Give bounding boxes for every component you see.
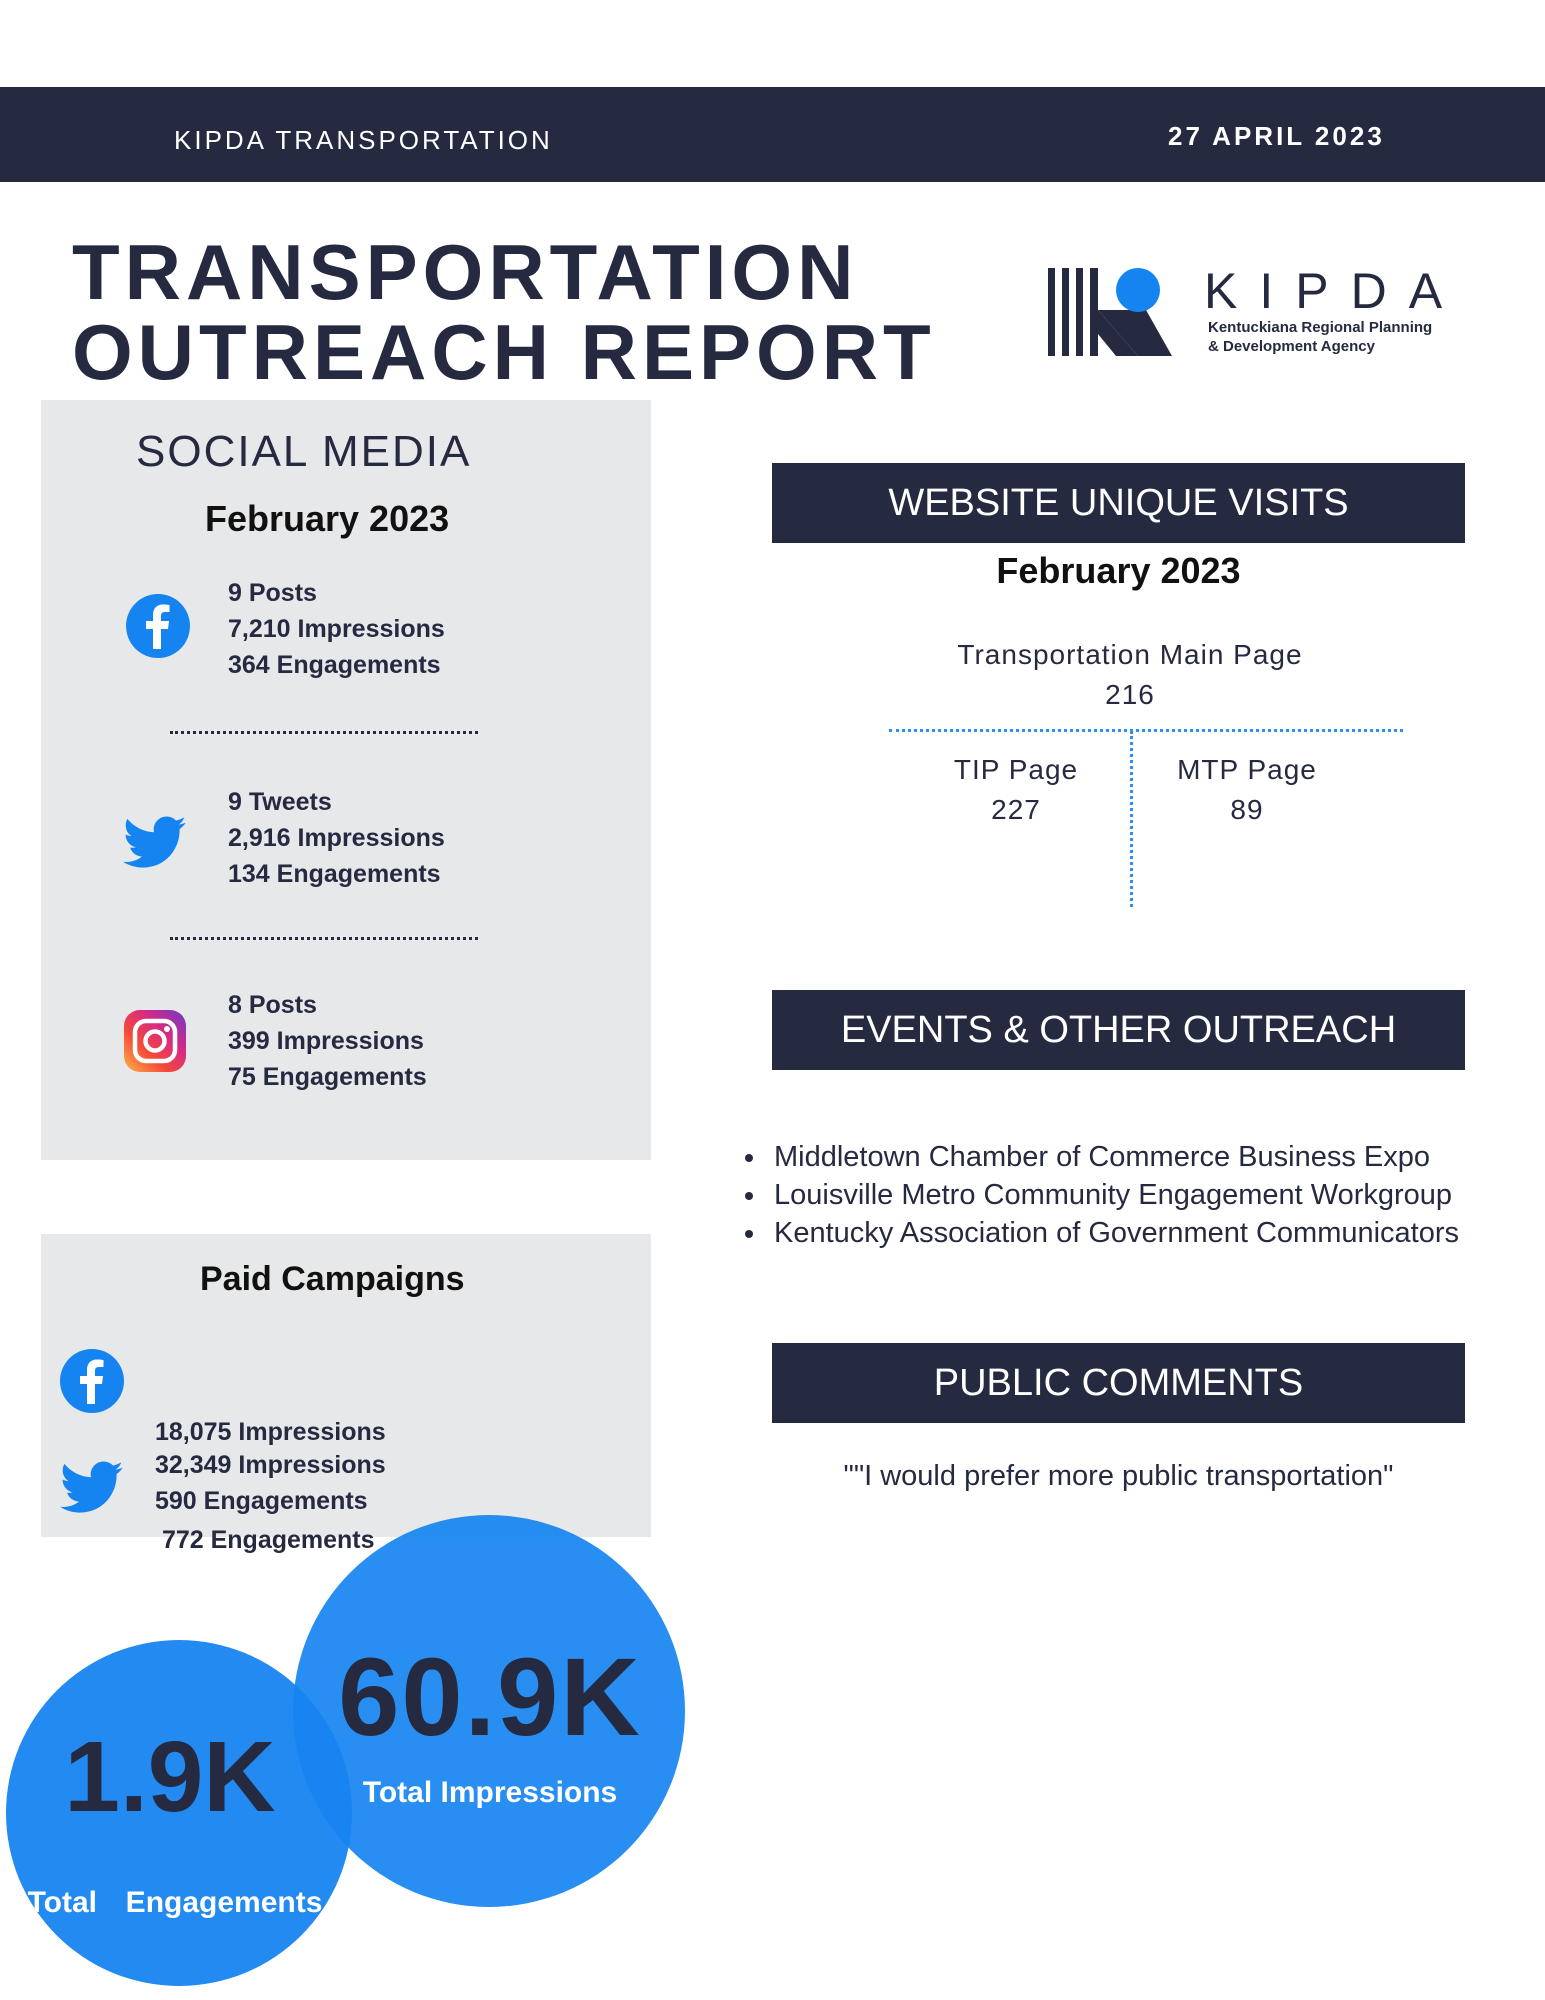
mtp-page-visits (1147, 750, 1347, 830)
events-heading: EVENTS & OTHER OUTREACH (772, 990, 1465, 1070)
total-engagements-value: 1.9K (64, 1721, 276, 1833)
logo-subtitle-line-2: & Development Agency (1208, 338, 1375, 355)
website-visits-month: February 2023 (996, 550, 1241, 591)
page-title (72, 228, 936, 396)
instagram-impressions: 399 Impressions (228, 1027, 424, 1055)
facebook-engagements: 364 Engagements (228, 651, 441, 679)
tip-page-visits (916, 750, 1116, 830)
list-item: • Louisville Metro Community Engagement Workgroup (768, 1176, 1459, 1214)
tip-page-label: TIP Page (953, 754, 1079, 785)
instagram-engagements: 75 Engagements (228, 1063, 427, 1091)
list-item: • Kentucky Association of Government Communicators (768, 1214, 1459, 1252)
instagram-icon (122, 1008, 188, 1074)
tree-vertical-line (1130, 731, 1133, 907)
public-comment-quote: ""I would prefer more public transportation" (843, 1460, 1394, 1492)
total-impressions-label: Total Impressions (362, 1776, 618, 1809)
social-media-title: SOCIAL MEDIA (136, 427, 472, 476)
main-page-value: 216 (1105, 679, 1155, 710)
logo-subtitle (1208, 318, 1432, 356)
logo-subtitle-line-1: Kentuckiana Regional Planning (1208, 319, 1433, 336)
paid-twitter-stats (155, 1447, 386, 1519)
organization-label: KIPDA TRANSPORTATION (174, 125, 553, 155)
logo-wordmark: KIPDA (1204, 263, 1465, 319)
twitter-icon (122, 810, 188, 876)
total-engagements-label: Total Engagements (27, 1886, 323, 1919)
paid-facebook-impressions: 18,075 Impressions (155, 1418, 386, 1446)
main-page-label: Transportation Main Page (957, 639, 1303, 670)
kipda-logo-icon (1046, 264, 1186, 360)
mtp-page-value: 89 (1230, 794, 1264, 825)
paid-twitter-engagements: 590 Engagements (155, 1487, 368, 1515)
twitter-engagements: 134 Engagements (228, 860, 441, 888)
main-page-visits (880, 635, 1380, 715)
twitter-stats (228, 784, 445, 892)
events-list (732, 1138, 1459, 1252)
divider (170, 937, 478, 940)
facebook-stats (228, 575, 445, 683)
instagram-posts: 8 Posts (228, 991, 317, 1019)
twitter-tweets: 9 Tweets (228, 788, 332, 816)
paid-campaigns-title: Paid Campaigns (200, 1260, 465, 1298)
twitter-impressions: 2,916 Impressions (228, 824, 445, 852)
top-banner (0, 87, 1545, 182)
social-media-month: February 2023 (205, 498, 450, 539)
public-comments-heading: PUBLIC COMMENTS (772, 1343, 1465, 1423)
facebook-icon (59, 1348, 125, 1414)
facebook-impressions: 7,210 Impressions (228, 615, 445, 643)
tree-horizontal-line (889, 729, 1403, 732)
list-item: • Middletown Chamber of Commerce Business Expo (768, 1138, 1459, 1176)
title-line-2: OUTREACH REPORT (72, 308, 936, 396)
total-impressions-value: 60.9K (338, 1636, 642, 1759)
facebook-posts: 9 Posts (228, 579, 317, 607)
divider (170, 731, 478, 734)
paid-twitter-impressions: 32,349 Impressions (155, 1451, 386, 1479)
report-date: 27 APRIL 2023 (1168, 121, 1385, 151)
website-visits-heading: WEBSITE UNIQUE VISITS (772, 463, 1465, 543)
mtp-page-label: MTP Page (1177, 754, 1317, 785)
paid-facebook-engagements: 772 Engagements (155, 1526, 375, 1554)
title-line-1: TRANSPORTATION (72, 228, 859, 316)
tip-page-value: 227 (991, 794, 1041, 825)
twitter-icon (59, 1455, 125, 1521)
facebook-icon (125, 593, 191, 659)
instagram-stats (228, 987, 427, 1095)
